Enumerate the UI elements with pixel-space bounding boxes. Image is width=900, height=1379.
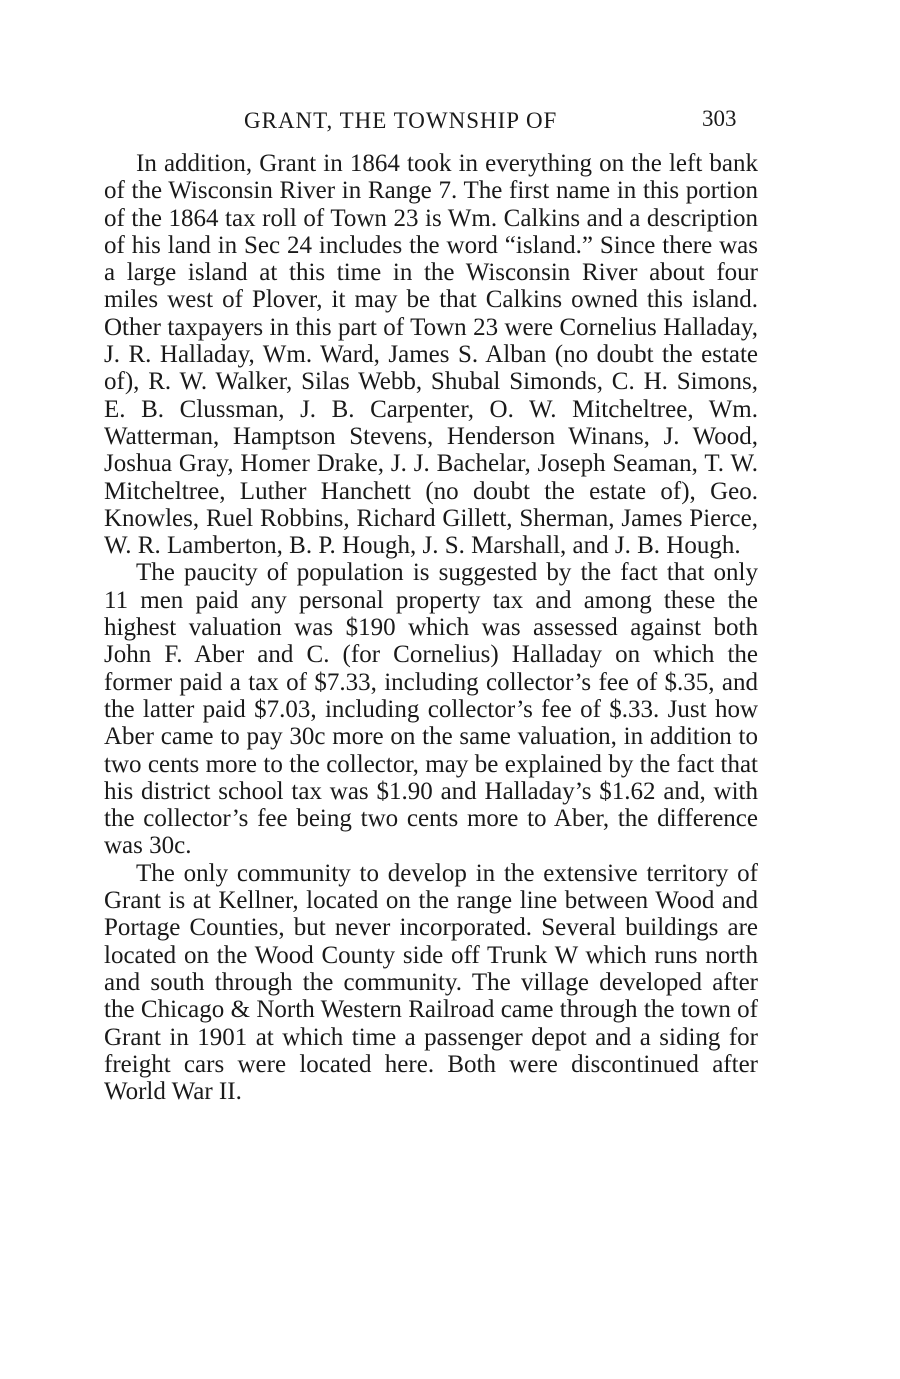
paragraph-tax-roll: In addition, Grant in 1864 took in everything on the left bank of the Wisconsin River in Range 7. The first name in this portion of the 1864 tax roll of Town 23 is Wm. Calkins and a description of his land in Sec 24 includes the word “island.” Since there was a large island at this time in the Wisconsin River about four miles west of Plover, it may be that Calkins owned this island. Other taxpayers in this part of Town 23 were Cornelius Halladay, J. R. Halladay, Wm. Ward, James S. Alban (no doubt the estate of), R. W. Walker, Silas Webb, Shubal Simonds, C. H. Simons, E. B. Clussman, J. B. Carpenter, O. W. Mitcheltree, Wm. Watterman, Hamptson Stevens, Henderson Winans, J. Wood, Joshua Gray, Homer Drake, J. J. Bachelar, Joseph Seaman, T. W. Mitcheltree, Luther Hanchett (no doubt the estate of), Geo. Knowles, Ruel Robbins, Richard Gillett, Sherman, James Pierce, W. R. Lamberton, B. P. Hough, J. S. Marshall, and J. B. Hough.	[104, 150, 758, 560]
paragraph-population: The paucity of population is suggested by the fact that only 11 men paid any personal property tax and among these the highest valuation was $190 which was assessed against both John F. Aber and C. (for Cornelius) Halladay on which the former paid a tax of $7.33, including collector’s fee of $.35, and the latter paid $7.03, including collector’s fee of $.33. Just how Aber came to pay 30c more on the same valuation, in addition to two cents more to the collector, may be explained by the fact that his district school tax was $1.90 and Halladay’s $1.62 and, with the collector’s fee being two cents more to Aber, the difference was 30c.	[104, 559, 758, 860]
body-text	[104, 150, 758, 1105]
paragraph-kellner: The only community to develop in the extensive territory of Grant is at Kellner, located on the range line between Wood and Portage Counties, but never incorporated. Several buildings are located on the Wood County side off Trunk W which runs north and south through the community. The village developed after the Chicago & North Western Railroad came through the town of Grant in 1901 at which time a passenger depot and a siding for freight cars were located here. Both were discontinued after World War II.	[104, 859, 758, 1106]
page-number: 303	[702, 106, 737, 131]
running-head-title: GRANT, THE TOWNSHIP OF	[244, 108, 558, 133]
